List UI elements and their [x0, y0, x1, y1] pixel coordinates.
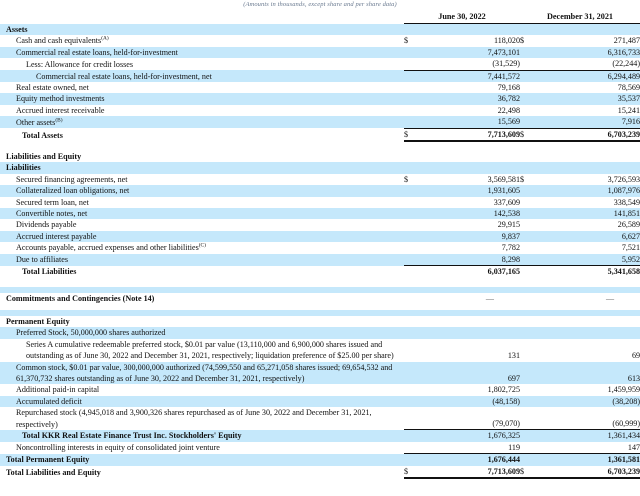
value-current: 7,782: [418, 242, 520, 253]
cell-empty: [404, 116, 418, 128]
footnote-marker: (B): [55, 117, 63, 124]
table-row: [0, 47, 640, 58]
cell-empty: [404, 105, 418, 116]
row-label: Less: Allowance for credit losses: [0, 58, 404, 70]
cell-empty: [520, 407, 534, 430]
cell-empty: [520, 105, 534, 116]
row-label-text: Cash and cash equivalents: [16, 36, 102, 46]
row-label-text: Accounts payable, accrued expenses and other liabilities: [16, 243, 199, 253]
value-prior: 26,589: [534, 219, 640, 230]
table-row: [0, 35, 640, 46]
section-title: Liabilities and Equity: [0, 151, 404, 162]
table-row: [0, 116, 640, 128]
currency-symbol-prior: $: [520, 128, 534, 141]
currency-symbol-current: $: [404, 128, 418, 141]
cell-empty: [520, 327, 534, 338]
table-row-total-permanent-equity: [0, 454, 640, 466]
cell-empty: [520, 293, 534, 304]
value-current: (79,070): [418, 407, 520, 430]
column-header-prior: December 31, 2021: [520, 10, 640, 24]
table-row-subtotal: [0, 70, 640, 82]
table-row-commitments: [0, 293, 640, 304]
value-prior: 6,703,239: [534, 128, 640, 141]
value-current: 36,782: [418, 93, 520, 104]
table-row: [0, 231, 640, 242]
value-current: 3,569,581: [418, 174, 520, 185]
value-current: 1,802,725: [418, 384, 520, 395]
cell-empty: [534, 316, 640, 327]
cell-empty: [520, 396, 534, 407]
value-current: 8,298: [418, 254, 520, 266]
cell-empty: [404, 58, 418, 70]
cell-empty: [520, 219, 534, 230]
table-row-noncontrolling-interests: [0, 442, 640, 454]
cell-empty: [418, 162, 520, 173]
row-label: Common stock, $0.01 par value, 300,000,000 authorized (74,599,550 and 65,271,058 shares issued; 69,654,532 and 61,370,732 shares outstanding as of June 30, 2022 and December 31, 2021, respectively): [0, 362, 404, 385]
value-prior: (22,244): [534, 58, 640, 70]
balance-sheet-table: [0, 10, 640, 479]
currency-symbol-current: $: [404, 35, 418, 46]
cell-empty: [418, 327, 520, 338]
row-label: Series A cumulative redeemable preferred stock, $0.01 par value (13,110,000 and 6,900,000 shares issued and outstanding as of June 30, 2022 and December 31, 2021, respectively; liquidation preference of $25.00 per share): [0, 339, 404, 362]
cell-empty: [418, 316, 520, 327]
cell-empty: [520, 82, 534, 93]
cell-empty: [404, 24, 418, 36]
value-prior: 78,569: [534, 82, 640, 93]
row-label: Accrued interest payable: [0, 231, 404, 242]
cell-empty: [534, 327, 640, 338]
row-label: Commitments and Contingencies (Note 14): [0, 293, 404, 304]
row-label: Total KKR Real Estate Finance Trust Inc. Stockholders' Equity: [0, 430, 404, 442]
row-label: Real estate owned, net: [0, 82, 404, 93]
cell-empty: [520, 58, 534, 70]
table-row: [0, 254, 640, 266]
table-row: [0, 82, 640, 93]
table-row: [0, 105, 640, 116]
row-label: [0, 35, 404, 46]
section-title: Permanent Equity: [0, 316, 404, 327]
value-current: 131: [418, 339, 520, 362]
table-row-total-assets: [0, 128, 640, 141]
value-prior: —: [534, 293, 640, 304]
cell-empty: [404, 384, 418, 395]
header-spacer: [0, 10, 404, 24]
table-row: [0, 219, 640, 230]
cell-empty: [520, 24, 534, 36]
table-header-row: [0, 10, 640, 24]
table-row: [0, 58, 640, 70]
row-label-text: Other assets: [16, 117, 56, 127]
table-row-preferred-header: [0, 327, 640, 338]
value-prior: 271,487: [534, 35, 640, 46]
cell-empty: [404, 47, 418, 58]
cell-empty: [520, 266, 534, 278]
cell-empty: [534, 162, 640, 173]
value-current: 22,498: [418, 105, 520, 116]
cell-empty: [404, 316, 418, 327]
row-label: [0, 116, 404, 128]
cell-empty: [418, 24, 520, 36]
table-row-series-a-preferred: [0, 339, 640, 362]
value-current: 29,915: [418, 219, 520, 230]
cell-empty: [520, 116, 534, 128]
cell-empty: [404, 185, 418, 196]
cell-empty: [520, 208, 534, 219]
value-prior: 147: [534, 442, 640, 454]
cell-empty: [520, 162, 534, 173]
section-title: Liabilities: [0, 162, 404, 173]
row-label: Accrued interest receivable: [0, 105, 404, 116]
cell-empty: [520, 47, 534, 58]
value-prior: (60,999): [534, 407, 640, 430]
cell-empty: [404, 197, 418, 208]
value-current: 9,837: [418, 231, 520, 242]
value-prior: 5,952: [534, 254, 640, 266]
row-label: Collateralized loan obligations, net: [0, 185, 404, 196]
cell-empty: [404, 362, 418, 385]
units-caption: (Amounts in thousands, except share and per share data): [243, 1, 397, 8]
table-row: [0, 396, 640, 407]
cell-empty: [520, 339, 534, 362]
value-current: 1,676,325: [418, 430, 520, 442]
cell-empty: [404, 93, 418, 104]
cell-empty: [404, 327, 418, 338]
table-row-common-stock: [0, 362, 640, 385]
value-prior: 3,726,593: [534, 174, 640, 185]
footnote-marker: (C): [198, 242, 206, 249]
row-label: Equity method investments: [0, 93, 404, 104]
value-prior: 15,241: [534, 105, 640, 116]
value-prior: 1,361,434: [534, 430, 640, 442]
table-row: [0, 208, 640, 219]
value-current: 7,713,609: [418, 128, 520, 141]
cell-empty: [520, 70, 534, 82]
cell-empty: [404, 162, 418, 173]
column-header-current: June 30, 2022: [404, 10, 520, 24]
value-current: 1,676,444: [418, 454, 520, 466]
spacer-row: [0, 278, 640, 287]
value-prior: 6,703,239: [534, 466, 640, 478]
spacer-cell: [0, 141, 640, 151]
table-row: [0, 174, 640, 185]
cell-empty: [520, 384, 534, 395]
cell-empty: [404, 82, 418, 93]
value-prior: 1,087,976: [534, 185, 640, 196]
value-prior: 6,316,733: [534, 47, 640, 58]
value-current: 79,168: [418, 82, 520, 93]
cell-empty: [404, 442, 418, 454]
value-current: 7,441,572: [418, 70, 520, 82]
currency-symbol-prior: $: [520, 174, 534, 185]
value-current: (31,529): [418, 58, 520, 70]
value-current: 142,538: [418, 208, 520, 219]
cell-empty: [520, 231, 534, 242]
cell-empty: [404, 151, 418, 162]
table-row-stockholders-equity: [0, 430, 640, 442]
cell-empty: [520, 93, 534, 104]
section-heading-permanent-equity: [0, 316, 640, 327]
row-label: Convertible notes, net: [0, 208, 404, 219]
value-current: 7,473,101: [418, 47, 520, 58]
table-row: [0, 242, 640, 253]
cell-empty: [404, 231, 418, 242]
cell-empty: [404, 454, 418, 466]
row-label: Total Liabilities and Equity: [0, 466, 404, 478]
table-row: [0, 93, 640, 104]
cell-empty: [418, 151, 520, 162]
value-prior: 613: [534, 362, 640, 385]
row-label: Total Permanent Equity: [0, 454, 404, 466]
cell-empty: [534, 151, 640, 162]
value-prior: 7,521: [534, 242, 640, 253]
row-label: Commercial real estate loans, held-for-investment: [0, 47, 404, 58]
value-current: 6,037,165: [418, 266, 520, 278]
cell-empty: [404, 396, 418, 407]
cell-empty: [520, 151, 534, 162]
cell-empty: [404, 407, 418, 430]
cell-empty: [520, 254, 534, 266]
currency-symbol-prior: $: [520, 466, 534, 478]
cell-empty: [520, 362, 534, 385]
value-current: 7,713,609: [418, 466, 520, 478]
table-row: [0, 384, 640, 395]
row-label: Due to affiliates: [0, 254, 404, 266]
value-current: 118,020: [418, 35, 520, 46]
currency-symbol-current: $: [404, 174, 418, 185]
footnote-marker: (A): [101, 35, 109, 42]
row-label: Total Liabilities: [0, 266, 404, 278]
cell-empty: [534, 24, 640, 36]
value-current: 1,931,605: [418, 185, 520, 196]
cell-empty: [404, 430, 418, 442]
value-prior: 1,459,959: [534, 384, 640, 395]
value-prior: (38,208): [534, 396, 640, 407]
spacer-row: [0, 141, 640, 151]
value-prior: 69: [534, 339, 640, 362]
value-current: (48,158): [418, 396, 520, 407]
value-prior: 7,916: [534, 116, 640, 128]
value-prior: 35,537: [534, 93, 640, 104]
value-prior: 1,361,581: [534, 454, 640, 466]
row-label: Secured financing agreements, net: [0, 174, 404, 185]
value-current: 15,569: [418, 116, 520, 128]
section-heading-liabilities-and-equity: [0, 151, 640, 162]
row-label: Additional paid-in capital: [0, 384, 404, 395]
value-prior: 141,851: [534, 208, 640, 219]
cell-empty: [520, 430, 534, 442]
section-title: Assets: [0, 24, 404, 36]
section-heading-assets: [0, 24, 640, 36]
table-row: [0, 185, 640, 196]
row-label: Total Assets: [0, 128, 404, 141]
cell-empty: [520, 454, 534, 466]
cell-empty: [404, 254, 418, 266]
value-prior: 338,549: [534, 197, 640, 208]
section-heading-liabilities: [0, 162, 640, 173]
cell-empty: [520, 242, 534, 253]
cell-empty: [520, 197, 534, 208]
cell-empty: [404, 219, 418, 230]
cell-empty: [404, 70, 418, 82]
cell-empty: [520, 185, 534, 196]
row-label: Preferred Stock, 50,000,000 shares authorized: [0, 327, 404, 338]
value-prior: 6,294,489: [534, 70, 640, 82]
value-prior: 5,341,658: [534, 266, 640, 278]
cell-empty: [404, 339, 418, 362]
table-row-total-liabilities-and-equity: [0, 466, 640, 478]
value-current: —: [418, 293, 520, 304]
cell-empty: [404, 208, 418, 219]
row-label: Noncontrolling interests in equity of consolidated joint venture: [0, 442, 404, 454]
row-label: Dividends payable: [0, 219, 404, 230]
row-label: Repurchased stock (4,945,018 and 3,900,326 shares repurchased as of June 30, 2022 and December 31, 2021, respectively): [0, 407, 404, 430]
cell-empty: [520, 442, 534, 454]
currency-symbol-current: $: [404, 466, 418, 478]
value-prior: 6,627: [534, 231, 640, 242]
value-current: 337,609: [418, 197, 520, 208]
row-label: Commercial real estate loans, held-for-investment, net: [0, 70, 404, 82]
row-label: Accumulated deficit: [0, 396, 404, 407]
cell-empty: [404, 242, 418, 253]
table-row: [0, 197, 640, 208]
value-current: 697: [418, 362, 520, 385]
table-row-total-liabilities: [0, 266, 640, 278]
cell-empty: [520, 316, 534, 327]
spacer-cell: [0, 278, 640, 287]
row-label: [0, 242, 404, 253]
row-label: Secured term loan, net: [0, 197, 404, 208]
currency-symbol-prior: $: [520, 35, 534, 46]
table-row-repurchased-stock: [0, 407, 640, 430]
cell-empty: [404, 266, 418, 278]
value-current: 119: [418, 442, 520, 454]
cell-empty: [404, 293, 418, 304]
